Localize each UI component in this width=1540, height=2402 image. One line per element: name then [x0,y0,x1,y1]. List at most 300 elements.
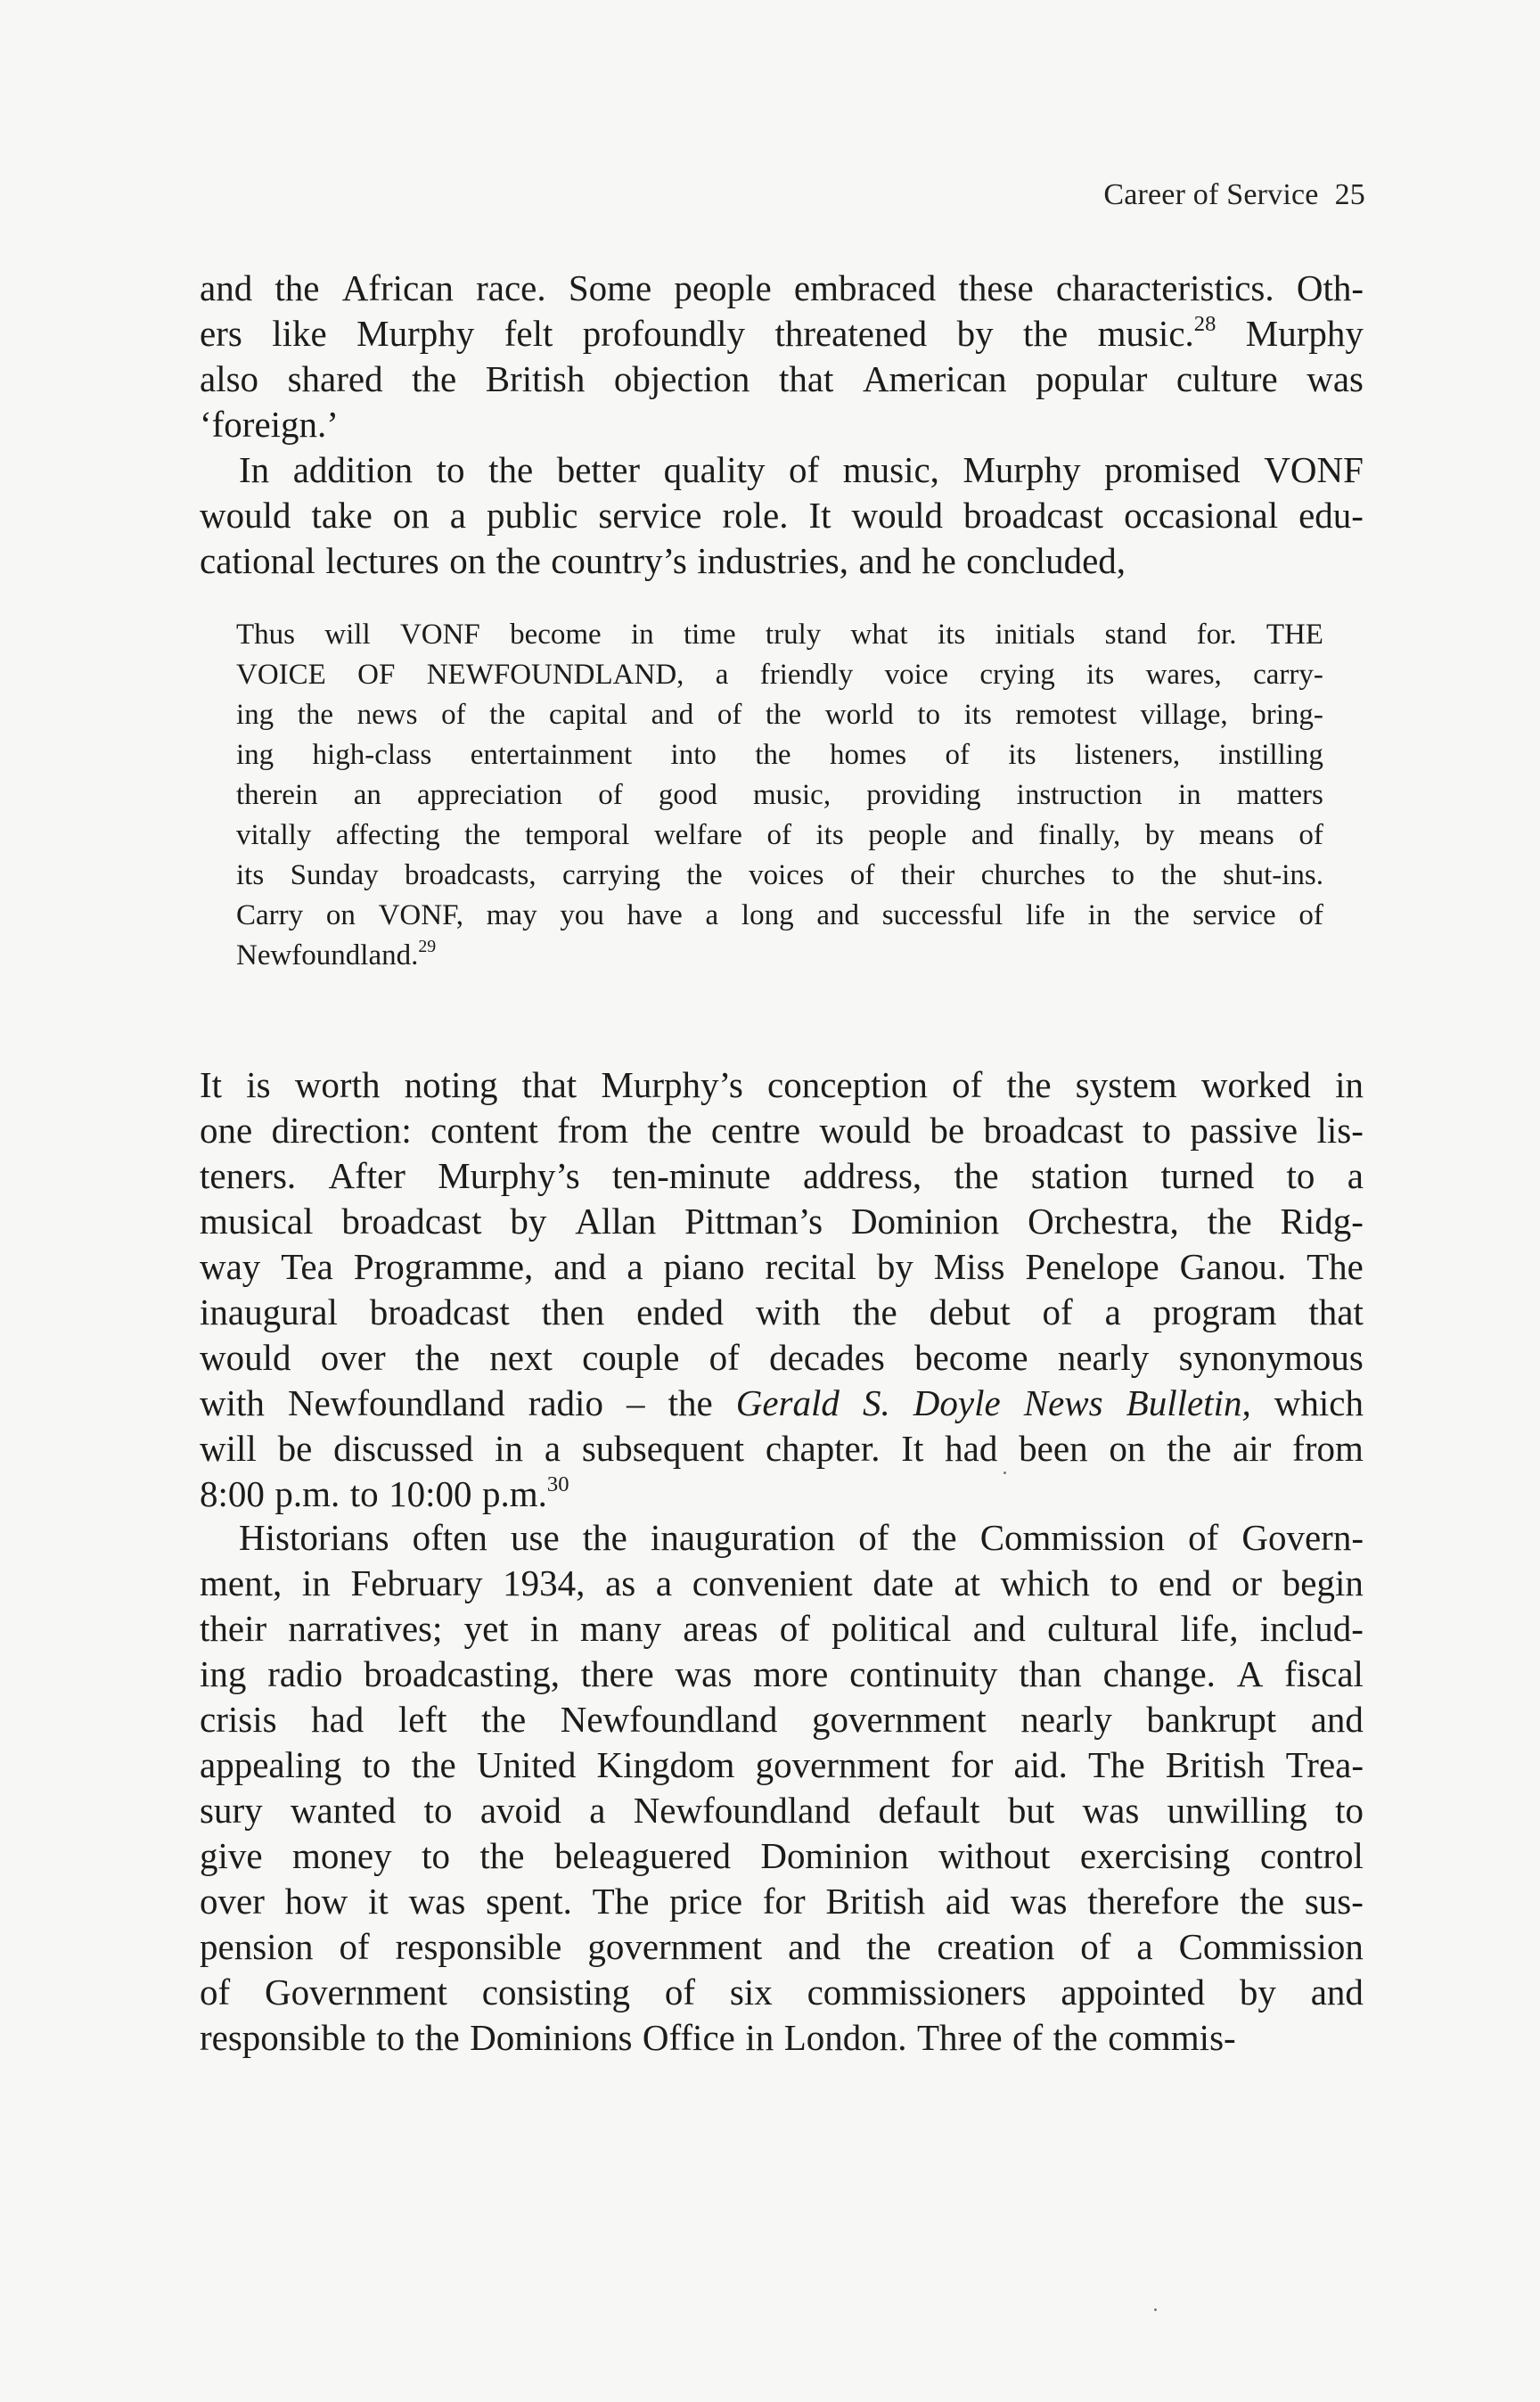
word: The [592,1881,650,1922]
word: was [1010,1881,1068,1922]
paragraph-4 [200,1515,1364,2061]
word: Murphy [356,313,475,354]
word: broadcasts, [405,859,537,891]
word: of [441,699,466,731]
word: the [1053,2017,1098,2058]
word: responsible [200,2017,366,2058]
word: race. [476,267,546,308]
word: areas [683,1608,758,1649]
word: how [284,1881,348,1922]
word: in [745,2017,774,2058]
word: and [858,540,912,581]
word: initials [995,619,1076,651]
word: of [717,699,742,731]
word: Ridg- [1280,1201,1364,1242]
word: the [274,267,320,308]
word: Murphy [1245,313,1364,354]
word: bankrupt [1146,1699,1277,1740]
word: of [1012,2017,1044,2058]
word: truly [765,619,822,651]
word: the [479,1835,525,1876]
italic-title: Doyle [913,1382,1001,1423]
word: service [1192,899,1276,931]
word: carrying [562,859,660,891]
word: music, [842,449,939,490]
word: or [1231,1562,1263,1603]
word: and [553,1246,607,1287]
word: then [541,1291,605,1332]
word: decades [769,1337,885,1378]
text-line [236,735,1323,775]
word: in [1177,779,1201,811]
word: Government [264,1972,447,2013]
word: American [862,358,1007,399]
word: Orchestra, [1028,1201,1179,1242]
word: unwilling [1167,1790,1307,1831]
word: service [598,495,702,536]
word: what [850,619,908,651]
italic-title: News [1023,1382,1103,1423]
word: of [664,1972,696,2013]
text-line [200,1924,1364,1970]
word: in [1335,1064,1364,1105]
word: sury [200,1790,263,1831]
word: bring- [1251,699,1323,731]
word [863,1381,890,1426]
word: had [945,1428,998,1469]
word: subsequent [581,1428,745,1469]
word: its [963,699,992,731]
word: February [350,1562,483,1603]
text-line [200,447,1364,493]
word: to [1110,1562,1139,1603]
paper-speck [1003,1472,1006,1474]
word: world [824,699,894,731]
word: NEWFOUNDLAND, [426,659,684,691]
text-line [200,1742,1364,1788]
word: appealing [200,1744,342,1785]
word: default [878,1790,980,1831]
word: p.m. [274,1473,340,1514]
word: country’s [551,540,687,581]
word: The [1307,1246,1364,1287]
text-line [200,266,1364,311]
word: temporal [525,819,630,851]
word: and [1310,1972,1364,2013]
word: successful [881,899,1003,931]
word: British [485,358,586,399]
word: was [408,1881,466,1922]
word: vitally [236,819,312,851]
word: of [598,779,623,811]
text-line [200,1606,1364,1652]
word: the [1006,1064,1052,1105]
word: life, [1180,1608,1239,1649]
word: left [397,1699,447,1740]
word: the [1134,899,1170,931]
word: London. [783,2017,907,2058]
text-line [200,1290,1364,1335]
word: direction: [271,1110,412,1151]
word: into [670,739,717,771]
word: Murphy [962,449,1081,490]
word: at [954,1562,980,1603]
word: It [200,1064,223,1105]
page-number: 25 [1334,178,1365,211]
word: more [753,1653,829,1694]
word: program [1152,1291,1277,1332]
word: centre [710,1110,801,1151]
word: of [766,819,791,851]
word: aid. [1013,1744,1068,1785]
word: affecting [335,819,440,851]
word: The [1088,1744,1145,1785]
word: a [449,495,466,536]
text-line [200,1108,1364,1153]
word: been [1019,1428,1088,1469]
text-line [200,357,1364,402]
word: embraced [793,267,937,308]
word: British [1165,1744,1266,1785]
word: Trea- [1285,1744,1364,1785]
word: pension [200,1926,314,1967]
word: its [1086,659,1115,691]
word: the [852,1291,897,1332]
word: musical [200,1201,314,1242]
text-line [200,1970,1364,2015]
word: consisting [481,1972,631,2013]
word: inauguration [650,1517,836,1558]
word: many [580,1608,662,1649]
word: carry- [1253,659,1323,691]
word: music.$^{28}$ [1097,311,1216,354]
paragraph-2 [200,447,1364,584]
text-line [200,1381,1364,1426]
word: of [789,449,820,490]
word: worked [1200,1064,1311,1105]
word: shut-ins. [1223,859,1323,891]
word: broadcast [983,1110,1124,1151]
word: was [1082,1790,1140,1831]
word: VONF [1264,449,1364,490]
word: promised [1104,449,1241,490]
word: with [200,1382,265,1423]
word: it [368,1881,389,1922]
word: on [325,899,356,931]
word: the [686,859,723,891]
word: of [858,1517,889,1558]
word: and [971,819,1014,851]
text-line [236,936,1323,976]
word: be [277,1428,313,1469]
word: their [200,1608,267,1649]
word: have [627,899,683,931]
word: will [324,619,371,651]
word: the [954,1155,999,1196]
word: and [200,267,253,308]
word: use [510,1517,560,1558]
word: Sunday [290,859,379,891]
word: includ- [1259,1608,1364,1649]
word: you [560,899,604,931]
word: than [1019,1653,1082,1694]
word: would [851,495,943,536]
text-line [200,2015,1364,2061]
word: high-class [312,739,432,771]
word: broadcasting, [364,1653,560,1694]
word: ‘foreign.’ [200,404,339,445]
word: on [449,540,487,581]
word: good [658,779,717,811]
word: welfare [653,819,742,851]
word: fiscal [1284,1653,1364,1694]
word: was [675,1653,733,1694]
word: these [958,267,1034,308]
word: cultural [1047,1608,1159,1649]
word: political [831,1608,952,1649]
running-header [1103,178,1365,212]
word: of [1042,1291,1073,1332]
word: the [297,699,334,731]
word: shared [287,358,383,399]
word: by [876,1246,913,1287]
word: the [464,819,501,851]
word: public [486,495,578,536]
word: of [952,1064,983,1105]
word: churches [980,859,1085,891]
paper-speck [1154,2308,1157,2311]
word: in [301,1562,331,1603]
word [736,1381,840,1426]
word: OF [357,659,396,691]
word: of [1188,1517,1219,1558]
word: music, [753,779,831,811]
word: Dominion [850,1201,1000,1242]
word: the [414,1337,460,1378]
word: to [436,449,465,490]
word: in [631,619,654,651]
word: of [1298,819,1323,851]
footnote-ref-29: 29 [418,937,437,957]
word: also [200,358,259,399]
word: ing [236,739,274,771]
word: Miss [933,1246,1005,1287]
word: couple [582,1337,680,1378]
word: the [1167,1428,1212,1469]
word: the [488,449,534,490]
word: ing [236,699,274,731]
word: ers [200,313,242,354]
block-quote [236,615,1323,976]
word: Some [568,267,652,308]
word: a [544,1428,561,1469]
word: therein [236,779,318,811]
text-line [200,1472,1364,1517]
paragraph-3 [200,1062,1364,1517]
word: people [868,819,947,851]
word: culture [1175,358,1278,399]
word: become [914,1337,1028,1378]
word: which [1000,1562,1090,1603]
word: Dominions [470,2017,633,2058]
word: to [1286,1155,1315,1196]
word: Newfoundland [633,1790,851,1831]
word: sus- [1304,1881,1364,1922]
word: the [414,2017,460,2058]
word: synonymous [1178,1337,1364,1378]
word: British [825,1881,926,1922]
word: of [945,739,970,771]
word: its [938,619,966,651]
footnote-ref-28: 28 [1193,311,1216,336]
word: to [349,1473,379,1514]
word: VONF, [378,899,464,931]
word: recital [765,1246,856,1287]
word: without [938,1835,1051,1876]
word: and [972,1608,1026,1649]
word: in [495,1428,523,1469]
word: in [529,1608,559,1649]
word: for [762,1881,806,1922]
text-line [200,1561,1364,1606]
text-line [200,1153,1364,1199]
text-line [200,1788,1364,1833]
text-line [200,538,1364,584]
word: begin [1282,1562,1364,1603]
word: by [1144,819,1175,851]
footnote-ref-30: 30 [546,1472,569,1496]
word: but [1007,1790,1055,1831]
word: crying [979,659,1055,691]
word: the [912,1517,957,1558]
text-line [236,856,1323,896]
word: exercising [1079,1835,1231,1876]
word: beleaguered [553,1835,731,1876]
word: entertainment [470,739,633,771]
word: government [587,1926,763,1967]
word: would [200,1337,291,1378]
word: turned [1160,1155,1255,1196]
word: means [1199,819,1274,851]
word: Ganou. [1179,1246,1287,1287]
word: time [683,619,736,651]
text-line [200,493,1364,538]
word: Newfoundland [560,1699,778,1740]
word: Commission [979,1517,1166,1558]
word: will [200,1428,257,1469]
word: and [816,899,859,931]
word: listeners, [1074,739,1181,771]
word: change. [1102,1653,1216,1694]
word: as [605,1562,636,1603]
word: that [778,358,834,399]
word: remotest [1015,699,1118,731]
word: capital [549,699,627,731]
word: Kingdom [596,1744,735,1785]
word: It [808,495,831,536]
italic-title: Bulletin, [1126,1382,1251,1423]
word: Penelope [1025,1246,1159,1287]
word: there [580,1653,654,1694]
word: chapter. [765,1428,881,1469]
word: give [200,1835,263,1876]
word: voice [884,659,949,691]
word: to [376,2017,405,2058]
word: edu- [1298,495,1364,536]
word: African [341,267,454,308]
word: address, [802,1155,922,1196]
word: had [311,1699,365,1740]
word: In [239,449,270,490]
word: become [510,619,602,651]
word: way [200,1246,261,1287]
word: its [236,859,265,891]
word: the [647,1110,692,1151]
word: to [422,1835,450,1876]
word: from [1292,1428,1364,1469]
word: stand [1104,619,1167,651]
word: take [311,495,373,536]
word: Murphy’s [601,1064,743,1105]
word: Programme, [353,1246,534,1287]
word: to [1111,859,1135,891]
word: providing [866,779,981,811]
word: their [900,859,955,891]
text-line [236,816,1323,856]
word: characteristics. [1055,267,1274,308]
word: 8:00 [200,1473,265,1514]
word: 10:00 [389,1473,472,1514]
word: would [819,1110,911,1151]
text-line [200,1833,1364,1879]
word: industries, [697,540,848,581]
word: continuity [849,1653,998,1694]
word: therefore [1087,1881,1220,1922]
word: objection [613,358,750,399]
word: avoid [479,1790,561,1831]
word: narratives; [288,1608,443,1649]
word: like [272,313,327,354]
word: lectures [325,540,439,581]
word: which [1274,1382,1364,1423]
word: conception [767,1064,928,1105]
text-line [200,1697,1364,1742]
word: the [411,1744,456,1785]
word: of [849,859,875,891]
word: life [1026,899,1066,931]
text-line [200,1062,1364,1108]
word: village, [1140,699,1228,731]
word: Allan [575,1201,657,1242]
word: VONF [399,619,480,651]
word: that [521,1064,578,1105]
word: Three [916,2017,1003,2058]
text-line [200,311,1364,357]
word: Murphy’s [438,1155,580,1196]
word: crisis [200,1699,277,1740]
word: its [1008,739,1036,771]
word: the [481,1699,527,1740]
word [1126,1381,1251,1426]
word: yet [463,1608,509,1649]
word: p.m.$^{30}$ [482,1472,569,1514]
word: be [930,1110,965,1151]
text-line [200,1515,1364,1561]
word: spent. [486,1881,572,1922]
text-line [200,1244,1364,1290]
word: Pittman’s [684,1201,823,1242]
word: may [486,899,537,931]
